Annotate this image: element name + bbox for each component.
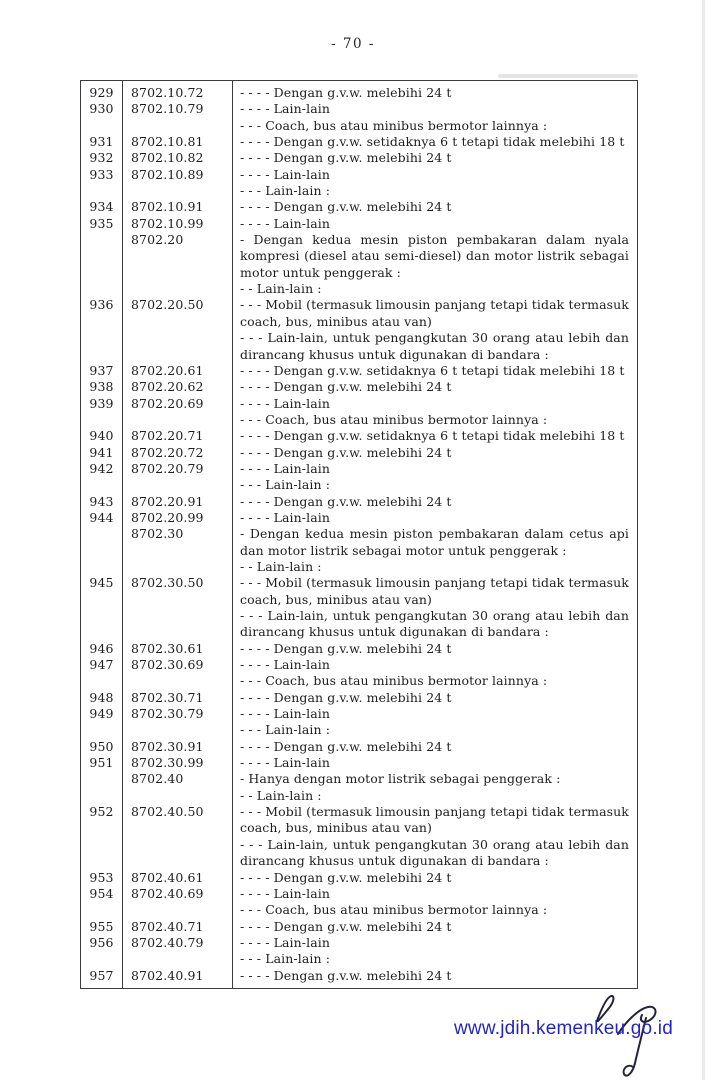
hs-code-cell: 8702.20.69 xyxy=(123,396,233,412)
hs-code-cell xyxy=(123,902,233,918)
hs-code-cell xyxy=(123,608,233,641)
hs-code-cell xyxy=(123,412,233,428)
description-cell: - - - - Dengan g.v.w. melebihi 24 t xyxy=(240,869,452,885)
row-number-cell: 954 xyxy=(81,886,123,902)
table-row xyxy=(81,771,637,787)
table-row xyxy=(81,722,637,738)
description-cell: - - - - Lain-lain xyxy=(240,460,331,476)
hs-code-cell: 8702.20.91 xyxy=(123,494,233,510)
row-number-cell xyxy=(81,526,123,559)
hs-code-cell: 8702.30.50 xyxy=(123,575,233,608)
table-row xyxy=(81,330,637,363)
row-number-cell: 931 xyxy=(81,134,123,150)
table-row xyxy=(81,804,637,837)
row-number-cell xyxy=(81,412,123,428)
hs-code-cell: 8702.40 xyxy=(123,771,233,787)
row-number-cell: 930 xyxy=(81,101,123,117)
row-number-cell xyxy=(81,477,123,493)
row-number-cell: 935 xyxy=(81,216,123,232)
hs-code-cell xyxy=(123,788,233,804)
hs-code-cell: 8702.20.79 xyxy=(123,461,233,477)
row-number-cell xyxy=(81,902,123,918)
description-cell: - - - Coach, bus atau minibus bermotor lainnya : xyxy=(240,902,548,918)
table-row xyxy=(81,575,637,608)
table-row xyxy=(81,118,637,134)
description-cell: - - - Lain-lain : xyxy=(240,183,330,199)
row-number-cell: 952 xyxy=(81,804,123,837)
table-row xyxy=(81,919,637,935)
row-number-cell xyxy=(81,951,123,967)
hs-code-cell: 8702.30.61 xyxy=(123,641,233,657)
row-number-cell: 953 xyxy=(81,870,123,886)
row-number-cell: 938 xyxy=(81,379,123,395)
row-number-cell xyxy=(81,281,123,297)
description-cell: - - - - Dengan g.v.w. melebihi 24 t xyxy=(240,444,452,460)
description-cell: - - - - Lain-lain xyxy=(240,509,331,525)
hs-code-cell: 8702.10.91 xyxy=(123,199,233,215)
tariff-table xyxy=(80,80,638,989)
hs-code-cell: 8702.40.50 xyxy=(123,804,233,837)
hs-code-cell: 8702.30.79 xyxy=(123,706,233,722)
hs-code-cell: 8702.10.81 xyxy=(123,134,233,150)
description-cell: - - - - Lain-lain xyxy=(240,934,331,950)
hs-code-cell: 8702.20.62 xyxy=(123,379,233,395)
description-cell: - - - Lain-lain : xyxy=(240,722,330,738)
table-row xyxy=(81,886,637,902)
row-number-cell: 957 xyxy=(81,968,123,988)
hs-code-cell xyxy=(123,951,233,967)
description-cell: - - Lain-lain : xyxy=(240,558,322,574)
table-row xyxy=(81,706,637,722)
description-cell: - - - - Lain-lain xyxy=(240,755,331,771)
description-cell: - Dengan kedua mesin piston pembakaran dalam nyala kompresi (diesel atau semi-diesel) dan motor listrik sebagai motor untuk penggerak : xyxy=(240,232,629,280)
table-row xyxy=(81,379,637,395)
row-number-cell xyxy=(81,559,123,575)
row-number-cell: 955 xyxy=(81,919,123,935)
description-cell: - - Lain-lain : xyxy=(240,281,322,297)
row-number-cell: 940 xyxy=(81,428,123,444)
row-number-cell: 942 xyxy=(81,461,123,477)
row-number-cell: 941 xyxy=(81,445,123,461)
description-cell: - - - Coach, bus atau minibus bermotor lainnya : xyxy=(240,673,548,689)
row-number-cell xyxy=(81,722,123,738)
description-cell: - - - Lain-lain : xyxy=(240,951,330,967)
table-row xyxy=(81,608,637,641)
row-number-cell xyxy=(81,608,123,641)
table-row xyxy=(81,150,637,166)
description-cell: - - - - Lain-lain xyxy=(240,395,331,411)
table-row xyxy=(81,494,637,510)
table-row xyxy=(81,510,637,526)
row-number-cell: 929 xyxy=(81,81,123,101)
description-cell: - - - - Dengan g.v.w. setidaknya 6 t tetapi tidak melebihi 18 t xyxy=(240,362,625,378)
description-cell: - - - Lain-lain, untuk pengangkutan 30 orang atau lebih dan dirancang khusus untuk digunakan di bandara : xyxy=(240,330,629,362)
scan-smudge-artifact xyxy=(498,74,638,78)
row-number-cell xyxy=(81,673,123,689)
description-cell: - - - - Lain-lain xyxy=(240,215,331,231)
website-link[interactable]: www.jdih.kemenkeu.go.id xyxy=(454,1018,673,1039)
table-row xyxy=(81,101,637,117)
table-row xyxy=(81,902,637,918)
table-row xyxy=(81,428,637,444)
description-cell: - - - - Lain-lain xyxy=(240,101,331,117)
description-cell: - Dengan kedua mesin piston pembakaran dalam cetus api dan motor listrik sebagai motor untuk penggerak : xyxy=(240,526,629,558)
table-row xyxy=(81,690,637,706)
page-number: - 70 - xyxy=(331,36,375,52)
hs-code-cell: 8702.20.99 xyxy=(123,510,233,526)
table-row xyxy=(81,641,637,657)
hs-code-cell: 8702.40.71 xyxy=(123,919,233,935)
table-row xyxy=(81,755,637,771)
scan-edge-artifact xyxy=(702,0,705,1080)
table-row xyxy=(81,526,637,559)
hs-code-cell: 8702.40.61 xyxy=(123,870,233,886)
hs-code-cell: 8702.40.91 xyxy=(123,968,233,988)
hs-code-cell: 8702.10.72 xyxy=(123,81,233,101)
hs-code-cell: 8702.20.72 xyxy=(123,445,233,461)
table-row xyxy=(81,396,637,412)
description-cell: - - - - Dengan g.v.w. setidaknya 6 t tetapi tidak melebihi 18 t xyxy=(240,134,625,150)
row-number-cell xyxy=(81,788,123,804)
table-row xyxy=(81,199,637,215)
table-row xyxy=(81,657,637,673)
hs-code-cell xyxy=(123,722,233,738)
row-number-cell xyxy=(81,183,123,199)
hs-code-cell xyxy=(123,837,233,870)
description-cell: - - - Lain-lain, untuk pengangkutan 30 orang atau lebih dan dirancang khusus untuk digunakan di bandara : xyxy=(240,608,629,640)
hs-code-cell: 8702.10.89 xyxy=(123,167,233,183)
description-cell: - - - Lain-lain, untuk pengangkutan 30 orang atau lebih dan dirancang khusus untuk digunakan di bandara : xyxy=(240,836,629,869)
hs-code-cell xyxy=(123,559,233,575)
row-number-cell: 945 xyxy=(81,575,123,608)
description-cell: - - - Lain-lain : xyxy=(240,477,330,493)
table-row xyxy=(81,788,637,804)
table-row xyxy=(81,477,637,493)
description-cell: - Hanya dengan motor listrik sebagai penggerak : xyxy=(240,771,561,787)
hs-code-cell: 8702.10.99 xyxy=(123,216,233,232)
row-number-cell xyxy=(81,771,123,787)
hs-code-cell: 8702.30.69 xyxy=(123,657,233,673)
table-row xyxy=(81,673,637,689)
table-row xyxy=(81,559,637,575)
row-number-cell: 946 xyxy=(81,641,123,657)
hs-code-cell xyxy=(123,118,233,134)
hs-code-cell: 8702.20.61 xyxy=(123,363,233,379)
row-number-cell xyxy=(81,232,123,281)
row-number-cell: 949 xyxy=(81,706,123,722)
description-cell: - - - Mobil (termasuk limousin panjang tetapi tidak termasuk coach, bus, minibus atau van) xyxy=(240,297,629,329)
table-row xyxy=(81,363,637,379)
row-number-cell: 948 xyxy=(81,690,123,706)
description-cell: - - - Mobil (termasuk limousin panjang tetapi tidak termasuk coach, bus, minibus atau van) xyxy=(240,804,629,836)
row-number-cell: 932 xyxy=(81,150,123,166)
table-row xyxy=(81,935,637,951)
description-cell: - - Lain-lain : xyxy=(240,787,322,803)
row-number-cell: 951 xyxy=(81,755,123,771)
table-row xyxy=(81,951,637,967)
row-number-cell: 937 xyxy=(81,363,123,379)
description-cell: - - - - Dengan g.v.w. melebihi 24 t xyxy=(240,150,452,166)
hs-code-cell xyxy=(123,673,233,689)
table-row xyxy=(81,968,637,988)
table-row xyxy=(81,739,637,755)
hs-code-cell xyxy=(123,477,233,493)
hs-code-cell: 8702.30.91 xyxy=(123,739,233,755)
description-cell: - - - - Lain-lain xyxy=(240,166,331,182)
table-row xyxy=(81,461,637,477)
hs-code-cell: 8702.10.82 xyxy=(123,150,233,166)
description-cell: - - - - Dengan g.v.w. setidaknya 6 t tetapi tidak melebihi 18 t xyxy=(240,428,625,444)
hs-code-cell: 8702.40.69 xyxy=(123,886,233,902)
table-row xyxy=(81,216,637,232)
description-cell: - - - - Dengan g.v.w. melebihi 24 t xyxy=(240,918,452,934)
row-number-cell: 934 xyxy=(81,199,123,215)
hs-code-cell: 8702.40.79 xyxy=(123,935,233,951)
row-number-cell: 933 xyxy=(81,167,123,183)
hs-code-cell: 8702.30.71 xyxy=(123,690,233,706)
row-number-cell xyxy=(81,118,123,134)
row-number-cell: 947 xyxy=(81,657,123,673)
table-row xyxy=(81,232,637,281)
description-cell: - - - - Lain-lain xyxy=(240,706,331,722)
description-cell: - - - - Dengan g.v.w. melebihi 24 t xyxy=(240,689,452,705)
hs-code-cell: 8702.20 xyxy=(123,232,233,281)
hs-code-cell xyxy=(123,183,233,199)
row-number-cell: 936 xyxy=(81,297,123,330)
row-number-cell xyxy=(81,837,123,870)
hs-code-cell: 8702.30 xyxy=(123,526,233,559)
description-cell: - - - - Dengan g.v.w. melebihi 24 t xyxy=(240,640,452,656)
row-number-cell: 943 xyxy=(81,494,123,510)
row-number-cell xyxy=(81,330,123,363)
description-cell: - - - - Dengan g.v.w. melebihi 24 t xyxy=(240,379,452,395)
table-row xyxy=(81,281,637,297)
description-cell: - - - Mobil (termasuk limousin panjang tetapi tidak termasuk coach, bus, minibus atau van) xyxy=(240,575,629,607)
table-row xyxy=(81,183,637,199)
description-cell: - - - - Dengan g.v.w. melebihi 24 t xyxy=(240,85,452,100)
description-cell: - - - - Lain-lain xyxy=(240,885,331,901)
hs-code-cell: 8702.10.79 xyxy=(123,101,233,117)
hs-code-cell xyxy=(123,330,233,363)
description-cell: - - - - Lain-lain xyxy=(240,657,331,673)
row-number-cell: 944 xyxy=(81,510,123,526)
hs-code-cell: 8702.20.71 xyxy=(123,428,233,444)
table-row xyxy=(81,837,637,870)
table-row xyxy=(81,412,637,428)
table-row xyxy=(81,870,637,886)
table-row xyxy=(81,81,637,101)
description-cell: - - - - Dengan g.v.w. melebihi 24 t xyxy=(240,967,452,983)
table-row xyxy=(81,297,637,330)
description-cell: - - - - Dengan g.v.w. melebihi 24 t xyxy=(240,738,452,754)
row-number-cell: 939 xyxy=(81,396,123,412)
table-row xyxy=(81,445,637,461)
table-row xyxy=(81,167,637,183)
description-cell: - - - - Dengan g.v.w. melebihi 24 t xyxy=(240,199,452,215)
description-cell: - - - Coach, bus atau minibus bermotor lainnya : xyxy=(240,117,548,133)
description-cell: - - - - Dengan g.v.w. melebihi 24 t xyxy=(240,493,452,509)
hs-code-cell: 8702.20.50 xyxy=(123,297,233,330)
description-cell: - - - Coach, bus atau minibus bermotor lainnya : xyxy=(240,411,548,427)
row-number-cell: 950 xyxy=(81,739,123,755)
hs-code-cell: 8702.30.99 xyxy=(123,755,233,771)
table-row xyxy=(81,134,637,150)
row-number-cell: 956 xyxy=(81,935,123,951)
hs-code-cell xyxy=(123,281,233,297)
